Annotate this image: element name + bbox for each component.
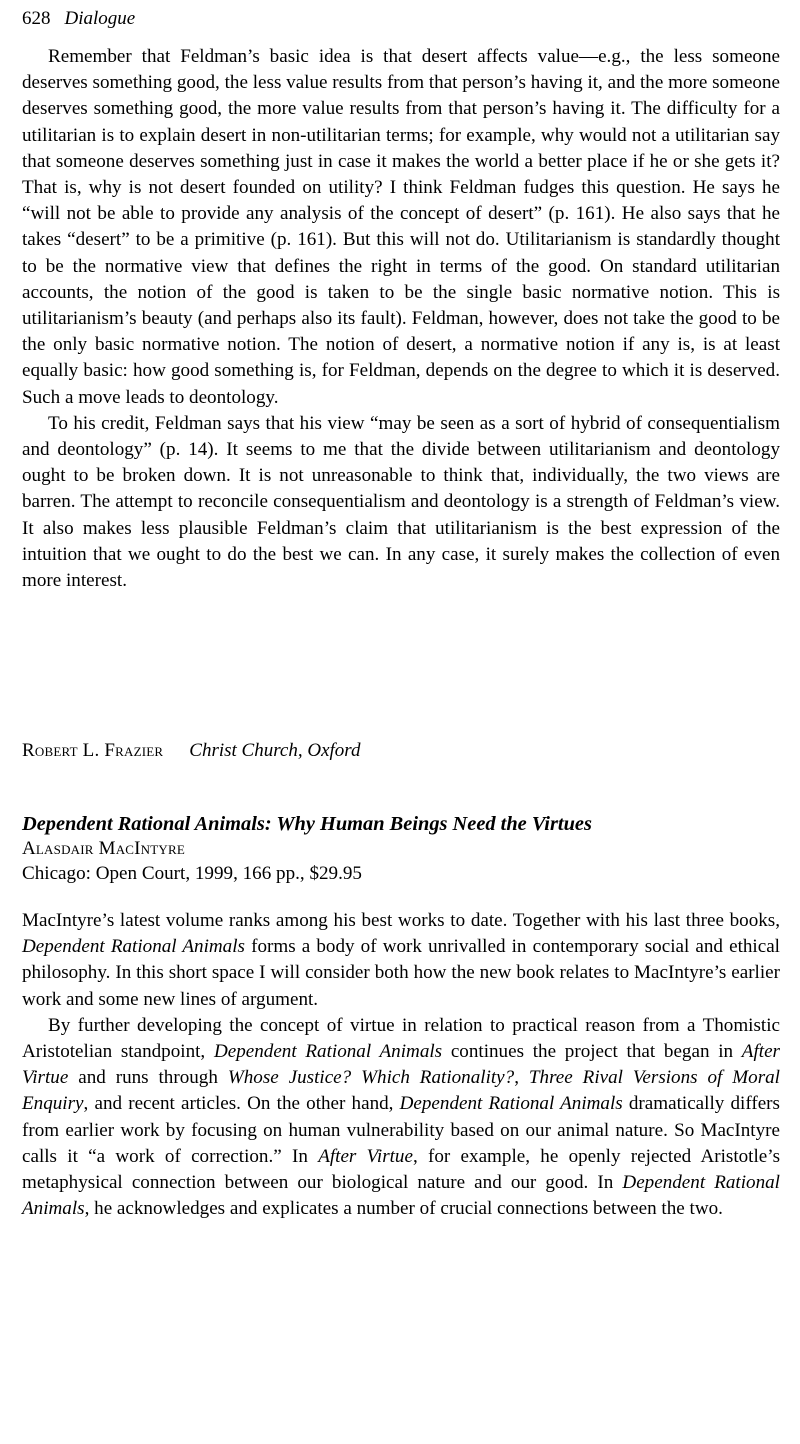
cited-title: Dependent Rational Animals bbox=[22, 1172, 780, 1220]
page-number: 628 bbox=[22, 8, 51, 29]
paragraph bbox=[22, 908, 780, 1013]
cited-title: After Virtue bbox=[22, 1041, 780, 1089]
book-title: Dependent Rational Animals: Why Human Beings Need the Virtues bbox=[22, 813, 592, 835]
text-run: , and recent articles. On the other hand, bbox=[83, 1093, 400, 1115]
article-body-column bbox=[22, 44, 780, 594]
text-run: continues the project that began in bbox=[442, 1041, 742, 1063]
text-run: , for example, he openly rejected Aristotle’s metaphysical connection between our biological nature and our good. In bbox=[22, 1145, 781, 1194]
reviewer-name: Robert L. Frazier bbox=[22, 740, 164, 761]
book-author: Alasdair MacIntyre bbox=[22, 838, 186, 859]
cited-title: Three Rival Versions of Moral Enquiry bbox=[22, 1067, 780, 1115]
paragraph: To his credit, Feldman says that his view “may be seen as a sort of hybrid of consequentialism and deontology” (p. 14). It seems to me that the divide between utilitarianism and deontology ought to be broken down. It is not unreasonable to think that, individually, the two views are barren. The attempt to reconcile consequentialism and deontology is a strength of Feldman’s view. It also makes less plausible Feldman’s claim that utilitarianism is the best expression of the intuition that we ought to do the best we can. In any case, it surely makes the collection of even more interest. bbox=[22, 412, 780, 592]
text-run: and runs through bbox=[68, 1067, 228, 1089]
review-body-column bbox=[22, 908, 780, 1222]
cited-title: Dependent Rational Animals bbox=[22, 936, 245, 958]
journal-name: Dialogue bbox=[64, 8, 136, 29]
text-run: By further developing the concept of virtue in relation to practical reason from a Thomistic Aristotelian standpoint, bbox=[22, 1014, 780, 1063]
text-run: MacIntyre’s latest volume ranks among his best works to date. Together with his last three books, bbox=[22, 910, 780, 931]
text-run: forms a body of work unrivalled in contemporary social and ethical philosophy. In this short space I will consider both how the new book relates to MacIntyre’s earlier work and some new lines of argument. bbox=[22, 936, 780, 1010]
cited-title: Dependent Rational Animals bbox=[213, 1041, 443, 1063]
cited-title: Whose Justice? Which Rationality? bbox=[227, 1067, 515, 1089]
running-head bbox=[22, 8, 782, 30]
text-run: , bbox=[514, 1067, 529, 1089]
paragraph: Remember that Feldman’s basic idea is that desert affects value—e.g., the less someone deserves something good, the less value results from that person’s having it, and the more someone deserves something good, the more value results from that person’s having it. The difficulty for a utilitarian is to explain desert in non-utilitarian terms; for example, why would not a utilitarian say that someone deserves something just in case it makes the world a better place if he or she gets it? That is, why is not desert founded on utility? I think Feldman fudges this question. He says he “will not be able to provide any analysis of the concept of desert” (p. 161). He also says that he takes “desert” to be a primitive (p. 161). But this will not do. Utilitarianism is standardly thought to be the normative view that defines the right in terms of the good. On standard utilitarian accounts, the notion of the good is taken to be the single basic normative notion. This is utilitarianism’s beauty (and perhaps also its fault). Feldman, however, does not take the good to be the only basic normative notion. The notion of desert, a normative notion if any is, is at least equally basic: how good something is, for Feldman, depends on the degree to which it is deserved. Such a move leads to deontology. bbox=[22, 46, 780, 408]
reviewer-signature bbox=[22, 739, 360, 763]
reviewer-affiliation: Christ Church, Oxford bbox=[189, 740, 361, 761]
cited-title: After Virtue bbox=[318, 1145, 413, 1167]
book-review-header bbox=[22, 812, 780, 886]
paragraph bbox=[22, 1013, 780, 1223]
book-imprint: Chicago: Open Court, 1999, 166 pp., $29.95 bbox=[22, 863, 362, 884]
text-run: , he acknowledges and explicates a number of crucial connections between the two. bbox=[84, 1198, 723, 1220]
text-run: dramatically differs from earlier work by focusing on human vulnerability based on our animal nature. So MacIntyre calls it “a work of correction.” In bbox=[22, 1093, 780, 1167]
cited-title: Dependent Rational Animals bbox=[399, 1093, 623, 1115]
